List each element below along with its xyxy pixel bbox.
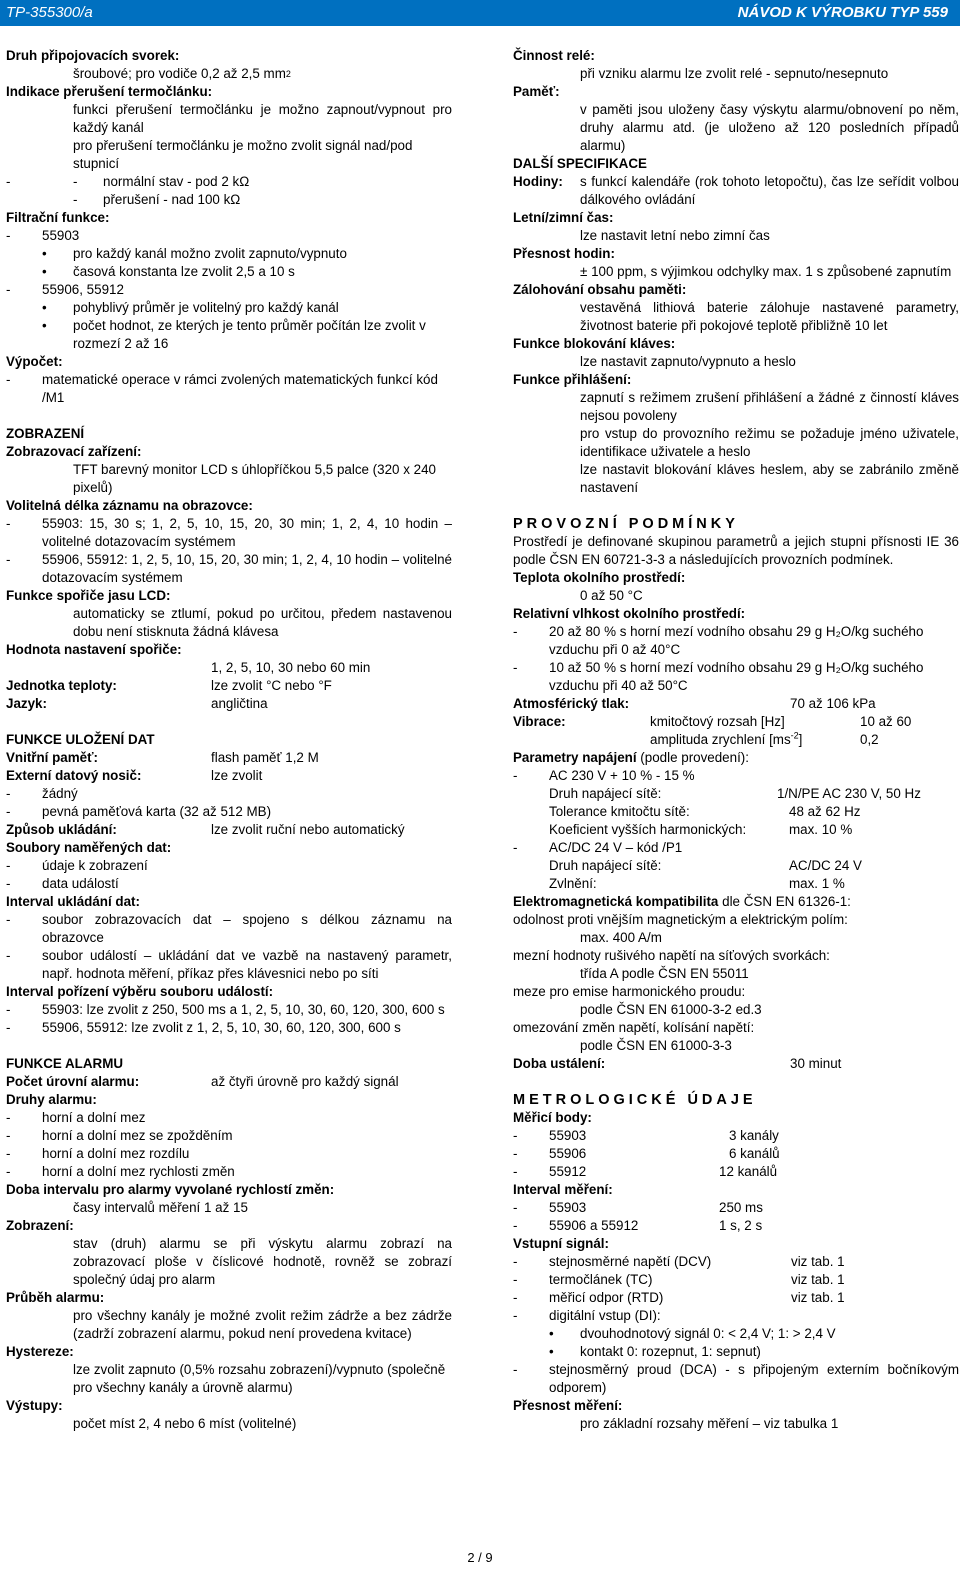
text: podle ČSN EN 61000-3-3 [580,1038,732,1053]
list-item: - 55906, 55912: 1, 2, 5, 10, 15, 20, 30 min; 1, 2, 4, 10 hodin – volitelné dotazovacím systémem [6,551,452,587]
list-item: - údaje k zobrazení [6,857,452,875]
heading: Funkce spořiče jasu LCD: [6,588,171,603]
page-header [0,0,960,26]
heading: Vstupní signál: [513,1236,609,1251]
text: lze nastavit blokování kláves heslem, aby se zabránilo změně nastavení [580,462,959,495]
list-item: - - normální stav - pod 2 kΩ [6,173,452,191]
list-item: - horní a dolní mez rychlosti změn [6,1163,452,1181]
list-item: - 55903: 15, 30 s; 1, 2, 5, 10, 15, 20, 30 min; 1, 2, 4, 10 hodin – volitelné dotazovacím systémem [6,515,452,551]
text: automaticky se ztlumí, pokud po určitou, předem nastavenou dobu není stisknuta žádná klávesa [73,606,452,639]
text: pro vstup do provozního režimu se požaduje jméno uživatele, identifikace uživatele a heslo [580,426,959,459]
right-column [513,47,959,1433]
text: lze zvolit zapnuto (0,5% rozsahu zobrazení)/vypnuto (společně pro všechny kanály a úrovně alarmu) [73,1362,446,1395]
heading: Hystereze: [6,1344,74,1359]
key-value: Hodiny: s funkcí kalendáře (rok tohoto letopočtu), čas lze seřídit volbou dálkového ovládání [513,174,959,207]
text: omezování změn napětí, kolísání napětí: [513,1020,755,1035]
list-item: • počet hodnot, ze kterých je tento průměr počítán lze zvolit v rozmezí 2 až 16 [6,317,452,353]
heading: Funkce přihlášení: [513,372,632,387]
heading: Indikace přerušení termočlánku: [6,84,213,99]
heading: Druh připojovacích svorek: [6,48,180,63]
text: pro všechny kanály je možné zvolit režim zádrže a bez zádrže (zadrží zobrazení alarmu, pokud není provedena kvitace) [73,1308,452,1341]
list-item: - žádný [6,785,452,803]
list-item: - horní a dolní mez se zpožděním [6,1127,452,1145]
text: odolnost proti vnějším magnetickým a elektrickým polím: [513,912,848,927]
list-item: - 55903 [6,227,452,245]
section-title: DALŠÍ SPECIFIKACE [513,156,647,171]
list-item: • pro každý kanál možno zvolit zapnuto/vypnuto [6,245,452,263]
text: počet míst 2, 4 nebo 6 míst (volitelné) [73,1416,297,1431]
list-item: • kontakt 0: rozepnut, 1: sepnut) [513,1343,959,1361]
text: max. 400 A/m [580,930,662,945]
list-item: - 55903 250 ms [513,1199,959,1217]
heading: Interval pořízení výběru souboru událostí: [6,984,274,999]
list-item: - 10 až 50 % s horní mezí vodního obsahu 29 g H₂O/kg suchého vzduchu při 40 až 50°C [513,659,959,695]
heading: Výpočet: [6,354,63,369]
heading: Přesnost měření: [513,1398,623,1413]
list-item: - digitální vstup (DI): [513,1307,959,1325]
key-value: Počet úrovní alarmu: až čtyři úrovně pro každý signál [6,1074,399,1089]
list-item: - AC 230 V + 10 % - 15 % [513,767,959,785]
heading: Filtrační funkce: [6,210,110,225]
text: podle ČSN EN 61000-3-2 ed.3 [580,1002,762,1017]
section-title: METROLOGICKÉ ÚDAJE [513,1092,757,1108]
section-title: FUNKCE ULOŽENÍ DAT [6,732,155,747]
heading: Zálohování obsahu paměti: [513,282,687,297]
section-title: ZOBRAZENÍ [6,426,85,441]
heading: Přesnost hodin: [513,246,615,261]
text: TFT barevný monitor LCD s úhlopříčkou 5,5 palce (320 x 240 pixelů) [73,462,436,495]
text: časy intervalů měření 1 až 15 [73,1200,248,1215]
text: pro přerušení termočlánku je možno zvolit signál nad/pod stupnicí [73,138,413,171]
list-item: - 55906 a 55912 1 s, 2 s [513,1217,959,1235]
list-item: • časová konstanta lze zvolit 2,5 a 10 s [6,263,452,281]
list-item: - 55912 12 kanálů [513,1163,959,1181]
text: stav (druh) alarmu se při výskytu alarmu zobrazí na zobrazovací ploše v číslicové hodnotě, rovněž se zobrazí společný údaj pro alarm [73,1236,452,1287]
heading: Interval měření: [513,1182,613,1197]
list-item: - 55903: lze zvolit z 250, 500 ms a 1, 2, 5, 10, 30, 60, 120, 300, 600 s [6,1001,452,1019]
list-item: • dvouhodnotový signál 0: < 2,4 V; 1: > 2,4 V [513,1325,959,1343]
list-item: - termočlánek (TC) viz tab. 1 [513,1271,959,1289]
heading: Funkce blokování kláves: [513,336,676,351]
list-item: - pevná paměťová karta (32 až 512 MB) [6,803,452,821]
list-item: - přerušení - nad 100 kΩ [73,192,241,207]
list-item: - AC/DC 24 V – kód /P1 [513,839,959,857]
heading: Zobrazení: [6,1218,74,1233]
text: 0 až 50 °C [580,588,643,603]
text: mezní hodnoty rušivého napětí na síťových svorkách: [513,948,830,963]
key-value: Způsob ukládání: lze zvolit ruční nebo automatický [6,822,405,837]
heading: Měřicí body: [513,1110,592,1125]
text: vestavěná lithiová baterie zálohuje nastavené parametry, životnost baterie při pokojové teplotě přibližně 10 let [580,300,959,333]
section-title: PROVOZNÍ PODMÍNKY [513,516,739,532]
heading: Relativní vlhkost okolního prostředí: [513,606,746,621]
heading: Volitelná délka záznamu na obrazovce: [6,498,253,513]
key-value: Druh napájecí sítě: 1/N/PE AC 230 V, 50 Hz [549,786,921,801]
page-number: 2 / 9 [467,1550,493,1565]
list-item: - data událostí [6,875,452,893]
text: lze nastavit letní nebo zimní čas [580,228,770,243]
heading: Teplota okolního prostředí: [513,570,686,585]
heading: Letní/zimní čas: [513,210,614,225]
section-title: FUNKCE ALARMU [6,1056,124,1071]
key-value: amplituda zrychlení $[ms^{-2}]$ 0,2 [650,730,879,747]
document-title: NÁVOD K VÝROBKU TYP 559 [737,4,948,21]
text: lze nastavit zapnuto/vypnuto a heslo [580,354,796,369]
key-value: Koeficient vyšších harmonických: max. 10 % [549,822,853,837]
text: Prostředí je definované skupinou parametrů a jejich stupni přísnosti IE 36 podle ČSN EN 60721-3-3 a následujících provozních podmínek. [513,534,959,567]
heading: Soubory naměřených dat: [6,840,172,855]
list-item: - 55906, 55912 [6,281,452,299]
list-item: - matematické operace v rámci zvolených matematických funkcí kód /M1 [6,371,452,407]
text: v paměti jsou uloženy časy výskytu alarmu/obnovení po něm, druhy alarmu atd. (je uloženo až 120 posledních případů alarmu) [580,102,959,153]
key-value: Tolerance kmitočtu sítě: 48 až 62 Hz [549,804,861,819]
heading: Parametry napájení (podle provedení): [513,750,749,765]
heading: Interval ukládání dat: [6,894,140,909]
text: třída A podle ČSN EN 55011 [580,966,749,981]
key-value: Doba ustálení: 30 minut [513,1056,842,1071]
heading: Výstupy: [6,1398,63,1413]
text: při vzniku alarmu lze zvolit relé - sepnuto/nesepnuto [580,66,889,81]
heading: Průběh alarmu: [6,1290,105,1305]
document-code: TP-355300/a [6,4,93,21]
list-item: - soubor událostí – ukládání dat ve vazbě na nastavený parametr, např. hodnota měření, příkaz přes klávesnici nebo po síti [6,947,452,983]
key-value: Atmosférický tlak: 70 až 106 kPa [513,696,876,711]
text: ± 100 ppm, s výjimkou odchylky max. 1 s způsobené zapnutím [580,264,952,279]
key-value: Jazyk: angličtina [6,696,268,711]
list-item: • pohyblivý průměr je volitelný pro každý kanál [6,299,452,317]
list-item: - horní a dolní mez [6,1109,452,1127]
text: 1, 2, 5, 10, 30 nebo 60 min [211,660,371,675]
list-item: - soubor zobrazovacích dat – spojeno s délkou záznamu na obrazovce [6,911,452,947]
list-item: - 20 až 80 % s horní mezí vodního obsahu 29 g H₂O/kg suchého vzduchu při 0 až 40°C [513,623,959,659]
list-item: - měřicí odpor (RTD) viz tab. 1 [513,1289,959,1307]
list-item: - 55906 6 kanálů [513,1145,959,1163]
key-value: Zvlnění: max. 1 % [549,876,845,891]
list-item: - 55906, 55912: lze zvolit z 1, 2, 5, 10, 30, 60, 120, 300, 600 s [6,1019,452,1037]
heading: Paměť: [513,84,560,99]
text: meze pro emise harmonického proudu: [513,984,746,999]
heading: Elektromagnetická kompatibilita dle ČSN EN 61326-1: [513,894,851,909]
list-item: - 55903 3 kanály [513,1127,959,1145]
text: funkci přerušení termočlánku je možno zapnout/vypnout pro každý kanál [73,102,452,135]
list-item: - stejnosměrné napětí (DCV) viz tab. 1 [513,1253,959,1271]
heading: Zobrazovací zařízení: [6,444,142,459]
text: zapnutí s režimem zrušení přihlášení a žádné z činností kláves nejsou povoleny [580,390,959,423]
heading: Činnost relé: [513,48,595,63]
left-column [6,47,452,1433]
key-value: Vnitřní paměť: flash paměť 1,2 M [6,750,319,765]
text: pro základní rozsahy měření – viz tabulka 1 [580,1416,839,1431]
heading: Druhy alarmu: [6,1092,97,1107]
key-value: Vibrace: kmitočtový rozsah [Hz] 10 až 60 [513,714,912,729]
key-value: Druh napájecí sítě: AC/DC 24 V [549,858,862,873]
key-value: Jednotka teploty: lze zvolit °C nebo °F [6,678,332,693]
list-item: - stejnosměrný proud (DCA) - s připojeným externím bočníkovým odporem) [513,1361,959,1397]
list-item: - horní a dolní mez rozdílu [6,1145,452,1163]
text: šroubové; pro vodiče 0,2 až 2,5 $mm^2$ [73,66,291,81]
heading: Hodnota nastavení spořiče: [6,642,182,657]
key-value: Externí datový nosič: lze zvolit [6,768,263,783]
heading: Doba intervalu pro alarmy vyvolané rychlostí změn: [6,1182,335,1197]
